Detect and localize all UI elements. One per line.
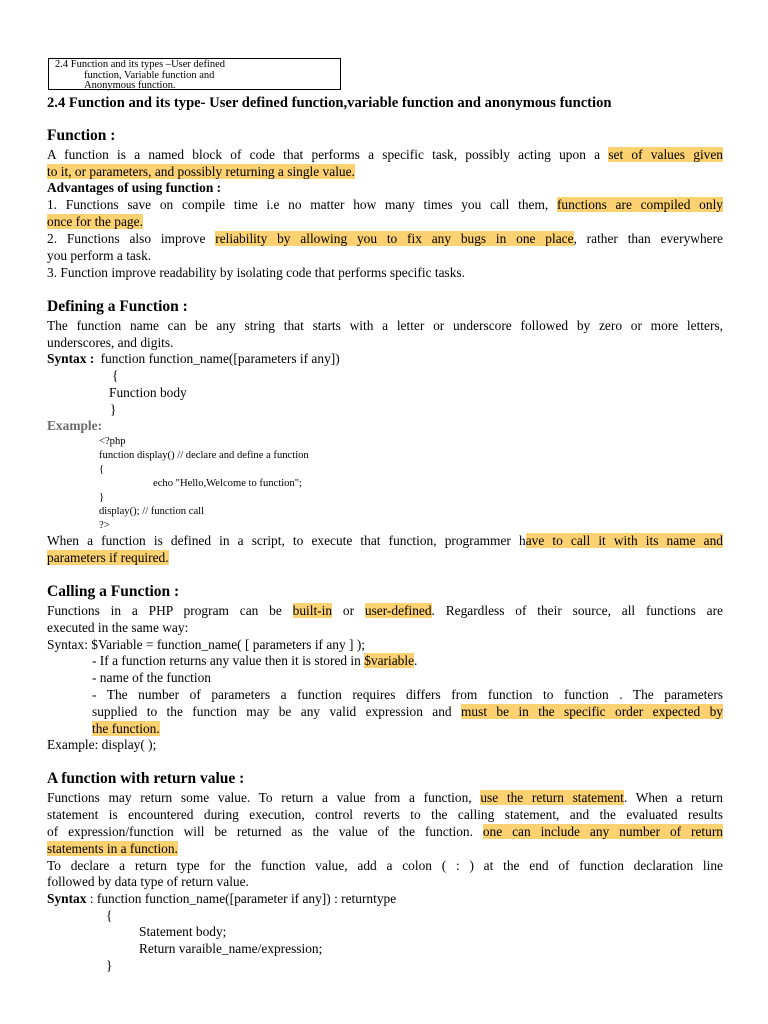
defining-after-1: When a function is defined in a script, to execute that function, programmer have to call it with its name and: [47, 533, 723, 548]
return-line-6: followed by data type of return value.: [47, 874, 249, 889]
return-heading: A function with return value :: [47, 770, 245, 787]
advantage-2: 2. Functions also improve reliability by allowing you to fix any bugs in one place, rather than everywhere: [47, 231, 723, 246]
return-line-5: To declare a return type for the function value, add a colon ( : ) at the end of function declaration line: [47, 858, 723, 873]
calling-bullet-3-end: the function.: [92, 721, 160, 736]
toc-line-2: function, Variable function and: [84, 69, 215, 81]
code-line-6: display(); // function call: [99, 506, 205, 517]
toc-line-1: 2.4 Function and its types –User defined: [55, 59, 226, 70]
code-line-5: }: [99, 492, 105, 503]
return-statement-body: Statement body;: [139, 924, 227, 939]
calling-syntax: Syntax: $Variable = function_name( [ parameters if any ] );: [47, 637, 366, 652]
code-line-1: <?php: [99, 436, 126, 447]
code-line-3: {: [99, 464, 105, 475]
page-title: 2.4 Function and its type- User defined function,variable function and anonymous function: [47, 95, 612, 111]
function-text-line-1: A function is a named block of code that performs a specific task, possibly acting upon a set of values given: [47, 147, 724, 162]
defining-syntax: Syntax : function function_name([parameters if any]): [47, 351, 340, 366]
defining-text-2: underscores, and digits.: [47, 335, 174, 350]
example-label: Example:: [47, 418, 103, 433]
toc-box: [48, 58, 341, 90]
function-text-line-2: to it, or parameters, and possibly returning a single value.: [47, 164, 355, 179]
calling-heading: Calling a Function :: [47, 583, 180, 600]
defining-text-1: The function name can be any string that starts with a letter or underscore followed by zero or more letters,: [47, 318, 723, 333]
advantage-1-cont: once for the page.: [47, 214, 143, 229]
return-brace-open: {: [106, 908, 113, 923]
advantages-heading: Advantages of using function :: [47, 180, 222, 195]
calling-bullet-1: - If a function returns any value then it is stored in $variable.: [92, 653, 418, 668]
advantage-2-cont: you perform a task.: [47, 248, 152, 263]
return-line-3: of expression/function will be returned as the value of the function. one can include any number of return: [47, 824, 723, 839]
calling-bullet-2: - name of the function: [92, 670, 211, 685]
return-line-4: statements in a function.: [47, 841, 178, 856]
calling-bullet-3-cont: supplied to the function may be any valid expression and must be in the specific order expected by: [92, 704, 723, 719]
return-syntax: Syntax : function function_name([parameter if any]) : returntype: [47, 891, 397, 906]
defining-after-2: parameters if required.: [47, 550, 169, 565]
advantage-3: 3. Function improve readability by isolating code that performs specific tasks.: [47, 265, 465, 280]
calling-bullet-3: - The number of parameters a function requires differs from function to function . The parameters: [92, 687, 723, 702]
return-statement-return: Return varaible_name/expression;: [139, 941, 323, 956]
advantage-1: 1. Functions save on compile time i.e no matter how many times you call them, functions are compiled only: [47, 197, 723, 212]
return-line-2: statement is encountered during execution, control reverts to the calling statement, and the evaluated results: [47, 807, 723, 822]
calling-line-1: Functions in a PHP program can be built-in or user-defined. Regardless of their source, all functions are: [47, 603, 723, 618]
function-heading: Function :: [47, 127, 116, 144]
return-brace-close: }: [106, 958, 113, 973]
defining-brace-close: }: [110, 402, 117, 417]
calling-line-2: executed in the same way:: [47, 620, 189, 635]
code-line-4: echo "Hello,Welcome to function";: [153, 478, 302, 489]
defining-brace-open: {: [112, 368, 119, 383]
defining-body: Function body: [109, 385, 187, 400]
code-line-7: ?>: [99, 520, 110, 531]
return-line-1: Functions may return some value. To return a value from a function, use the return statement. When a return: [47, 790, 723, 805]
toc-line-3: Anonymous function.: [84, 80, 176, 91]
defining-heading: Defining a Function :: [47, 298, 188, 315]
calling-example: Example: display( );: [47, 737, 157, 752]
code-line-2: function display() // declare and define a function: [99, 450, 309, 461]
